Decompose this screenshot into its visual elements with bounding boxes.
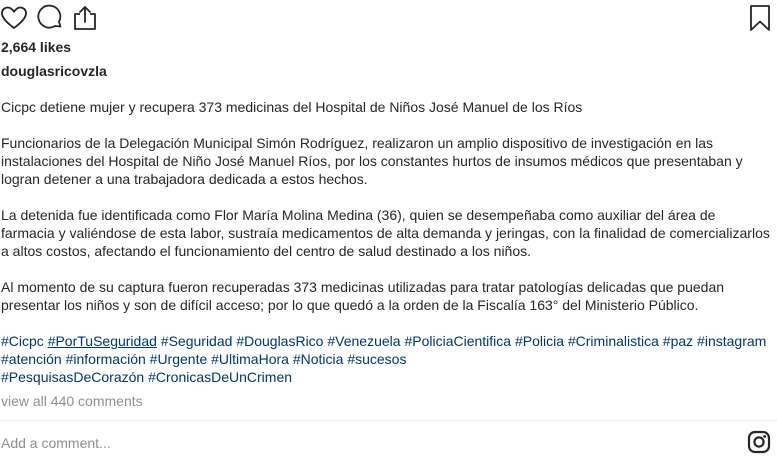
hashtag-link[interactable]: #Cicpc	[1, 333, 44, 349]
hashtag-link[interactable]: #Urgente	[149, 351, 208, 367]
like-button[interactable]	[0, 4, 28, 32]
hashtag-link[interactable]: #sucesos	[347, 351, 407, 367]
hashtag-link[interactable]: #atención	[1, 351, 62, 367]
instagram-icon	[747, 430, 771, 454]
hashtag-link[interactable]: #Policia	[514, 333, 564, 349]
caption-paragraph: La detenida fue identificada como Flor María Molina Medina (36), quien se desempeñaba como auxiliar del área de farmacia y valiéndose de esta labor, sustraía medicamentos de alta demanda y jeringas, con la finalidad de comercializarlos a altos costos, afectando el funcionamiento del centro de salud destinado a los niños.	[1, 207, 770, 259]
hashtag-link[interactable]: #Venezuela	[327, 333, 401, 349]
view-all-comments-link[interactable]: view all 440 comments	[1, 393, 143, 409]
hashtags	[1, 332, 771, 386]
hashtag-link[interactable]: #DouglasRico	[236, 333, 324, 349]
hashtag-link[interactable]: #CronicasDeUnCrimen	[148, 369, 293, 385]
action-bar	[0, 4, 777, 34]
hashtag-link[interactable]: #PorTuSeguridad	[47, 333, 157, 349]
likes-count[interactable]: 2,664 likes	[1, 39, 72, 55]
bookmark-icon	[746, 4, 774, 32]
comment-bubble-icon	[36, 4, 64, 32]
add-comment-input[interactable]	[1, 433, 721, 453]
caption-paragraph: Funcionarios de la Delegación Municipal Simón Rodríguez, realizaron un amplio dispositivo de investigación en las instalaciones del Hospital de Niño José Manuel Ríos, por los constantes hurtos de insumos médicos que presentaban y logran detener a una trabajadora dedicada a estos hechos.	[1, 135, 743, 187]
hashtag-link[interactable]: #PesquisasDeCorazón	[1, 369, 145, 385]
caption	[1, 98, 771, 332]
heart-icon	[0, 4, 28, 32]
save-button[interactable]	[746, 4, 774, 32]
hashtag-link[interactable]: #Seguridad	[160, 333, 233, 349]
share-button[interactable]	[71, 4, 99, 32]
hashtag-link[interactable]: #Noticia	[292, 351, 344, 367]
comment-button[interactable]	[36, 4, 64, 32]
divider	[0, 420, 777, 421]
caption-paragraph: Al momento de su captura fueron recuperadas 373 medicinas utilizadas para tratar patologías delicadas que puedan presentar los niños y son de difícil acceso; por lo que quedó a la orden de la Fiscalía 163° del Ministerio Público.	[1, 279, 725, 313]
hashtag-link[interactable]: #información	[65, 351, 146, 367]
hashtag-link[interactable]: #PoliciaCientifica	[404, 333, 512, 349]
share-icon	[71, 4, 99, 32]
instagram-button[interactable]	[747, 430, 771, 454]
username[interactable]: douglasricovzla	[1, 63, 107, 79]
hashtag-link[interactable]: #UltimaHora	[211, 351, 289, 367]
hashtag-link[interactable]: #paz	[662, 333, 694, 349]
hashtag-link[interactable]: #Criminalistica	[567, 333, 659, 349]
caption-paragraph: Cicpc detiene mujer y recupera 373 medicinas del Hospital de Niños José Manuel de los Ríos	[1, 99, 583, 115]
hashtag-link[interactable]: #instagram	[697, 333, 767, 349]
